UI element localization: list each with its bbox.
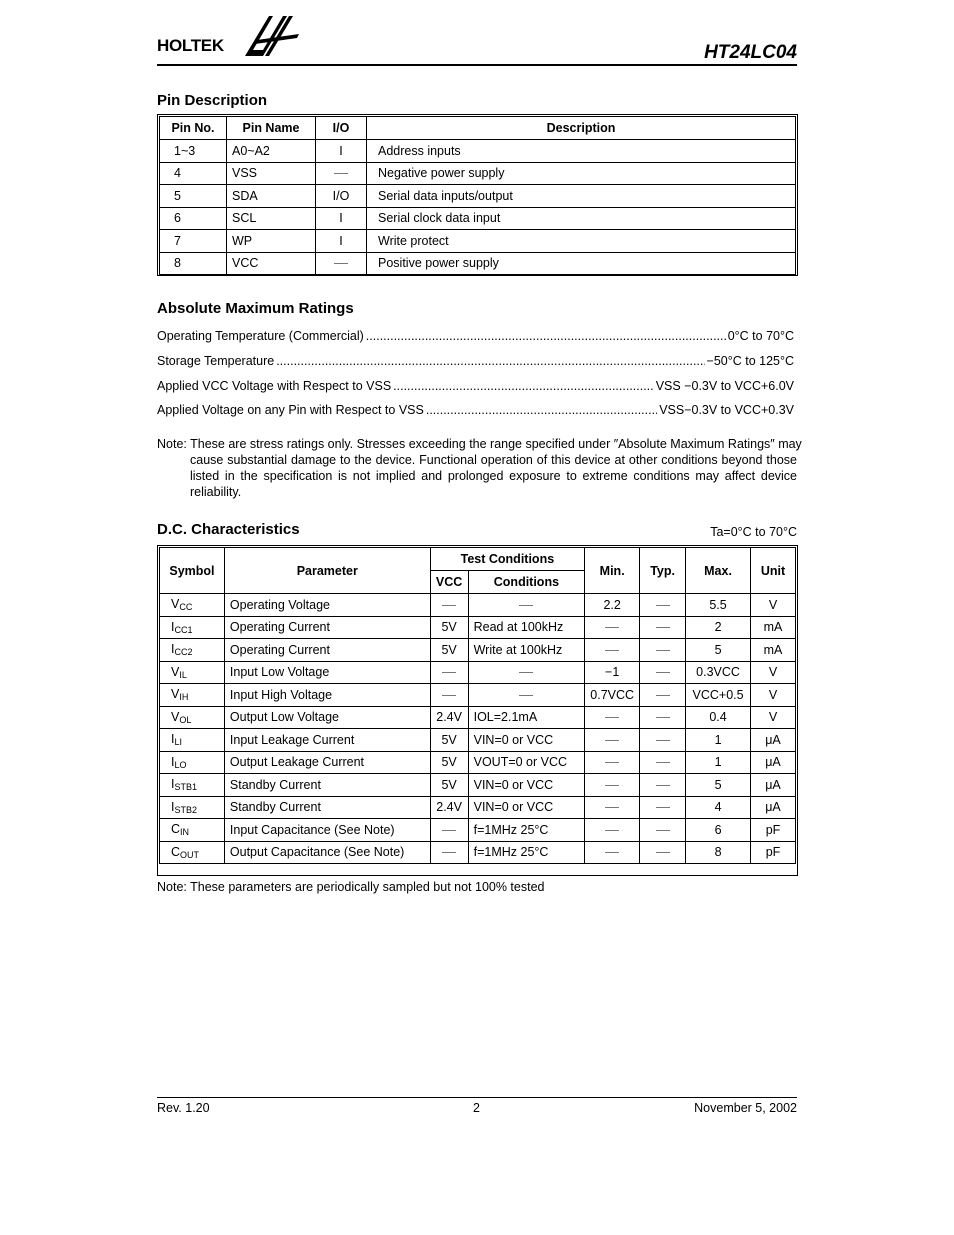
vcc-cell: 5V (430, 616, 468, 639)
table-row (160, 819, 796, 842)
table-row (160, 616, 796, 639)
table-cell: Write protect (367, 230, 796, 253)
table-cell: I/O (316, 185, 367, 208)
rating-value: VSS −0.3V to VCC+6.0V (655, 379, 794, 393)
col-header: I/O (316, 117, 367, 140)
min-cell (585, 639, 640, 662)
rating-label: Storage Temperature (157, 354, 275, 368)
table-cell: Serial data inputs/output (367, 185, 796, 208)
table-row (160, 841, 796, 864)
dash-placeholder (656, 852, 670, 853)
table-cell: Address inputs (367, 140, 796, 163)
symbol-cell (160, 594, 225, 617)
table-cell: Positive power supply (367, 252, 796, 275)
parameter-cell: Standby Current (224, 796, 430, 819)
symbol-letter: I (171, 799, 175, 814)
dash-placeholder (605, 740, 619, 741)
dash-placeholder (442, 605, 456, 606)
symbol-subscript: IL (179, 669, 187, 680)
unit-cell: μA (751, 796, 796, 819)
holtek-logo-mark-icon (243, 12, 301, 60)
unit-cell: V (751, 661, 796, 684)
table-cell: 5 (160, 185, 227, 208)
conditions-cell (468, 594, 585, 617)
parameter-cell: Input Low Voltage (224, 661, 430, 684)
col-header: VCC (430, 571, 468, 594)
dc-note: Note: These parameters are periodically sampled but not 100% tested (157, 880, 545, 894)
dash-placeholder (656, 785, 670, 786)
parameter-cell: Output Capacitance (See Note) (224, 841, 430, 864)
table-cell: 1~3 (160, 140, 227, 163)
typ-cell (640, 819, 686, 842)
table-cell: WP (227, 230, 316, 253)
dash-placeholder (656, 762, 670, 763)
table-cell: 8 (160, 252, 227, 275)
symbol-cell (160, 774, 225, 797)
symbol-subscript: LI (174, 737, 182, 748)
parameter-cell: Input Leakage Current (224, 729, 430, 752)
dash-placeholder (605, 717, 619, 718)
symbol-cell (160, 639, 225, 662)
dash-placeholder (605, 830, 619, 831)
rating-value: −50°C to 125°C (706, 354, 794, 368)
unit-cell: pF (751, 841, 796, 864)
col-header: Min. (585, 548, 640, 594)
symbol-letter: I (171, 732, 175, 747)
vcc-cell: 5V (430, 639, 468, 662)
col-header: Symbol (160, 548, 225, 594)
table-cell: 6 (160, 207, 227, 230)
table-row (160, 729, 796, 752)
min-cell (585, 751, 640, 774)
table-cell: 4 (160, 162, 227, 185)
leader-dots (366, 329, 726, 343)
rating-row (157, 403, 794, 417)
rating-row (157, 379, 794, 393)
symbol-subscript: OL (179, 714, 192, 725)
dash-placeholder (656, 605, 670, 606)
dash-placeholder (656, 740, 670, 741)
max-cell: 0.4 (686, 706, 751, 729)
symbol-cell (160, 616, 225, 639)
ratings-note-first-line: Note: These are stress ratings only. Stresses exceeding the range specified under ″Absolute Maximum Ratings″ may (157, 437, 802, 451)
parameter-cell: Input Capacitance (See Note) (224, 819, 430, 842)
symbol-cell (160, 684, 225, 707)
typ-cell (640, 684, 686, 707)
typ-cell (640, 729, 686, 752)
leader-dots (393, 379, 654, 393)
parameter-cell: Output Low Voltage (224, 706, 430, 729)
dash-placeholder (656, 672, 670, 673)
conditions-cell: VIN=0 or VCC (468, 729, 585, 752)
typ-cell (640, 841, 686, 864)
typ-cell (640, 751, 686, 774)
symbol-subscript: IH (179, 692, 189, 703)
table-row (160, 230, 796, 253)
dash-placeholder (442, 695, 456, 696)
rating-row (157, 329, 794, 343)
vcc-cell: 5V (430, 729, 468, 752)
typ-cell (640, 706, 686, 729)
col-header: Conditions (468, 571, 585, 594)
col-header: Test Conditions (430, 548, 585, 571)
conditions-cell: VIN=0 or VCC (468, 796, 585, 819)
vcc-cell: 5V (430, 774, 468, 797)
min-cell: 0.7VCC (585, 684, 640, 707)
symbol-letter: V (171, 597, 180, 612)
vcc-cell: 2.4V (430, 706, 468, 729)
dash-placeholder (656, 627, 670, 628)
parameter-cell: Operating Current (224, 639, 430, 662)
parameter-cell: Standby Current (224, 774, 430, 797)
symbol-letter: C (171, 844, 181, 859)
symbol-subscript: IN (180, 827, 190, 838)
dash-placeholder (656, 650, 670, 651)
symbol-cell (160, 729, 225, 752)
symbol-cell (160, 796, 225, 819)
dash-placeholder (519, 605, 533, 606)
max-cell: 5 (686, 639, 751, 662)
typ-cell (640, 594, 686, 617)
symbol-subscript: CC1 (174, 624, 193, 635)
min-cell: −1 (585, 661, 640, 684)
page-header (157, 12, 797, 66)
dash-placeholder (334, 173, 348, 174)
symbol-cell (160, 751, 225, 774)
conditions-cell: f=1MHz 25°C (468, 841, 585, 864)
parameter-cell: Input High Voltage (224, 684, 430, 707)
dash-placeholder (334, 263, 348, 264)
dash-placeholder (442, 672, 456, 673)
min-cell (585, 796, 640, 819)
typ-cell (640, 616, 686, 639)
leader-dots (426, 403, 657, 417)
col-header: Description (367, 117, 796, 140)
symbol-letter: V (171, 709, 180, 724)
vcc-cell: 5V (430, 751, 468, 774)
release-date: November 5, 2002 (694, 1101, 797, 1115)
typ-cell (640, 774, 686, 797)
dash-placeholder (605, 807, 619, 808)
table-row (160, 774, 796, 797)
col-header: Typ. (640, 548, 686, 594)
max-cell: 5.5 (686, 594, 751, 617)
table-cell: I (316, 230, 367, 253)
rating-label: Applied VCC Voltage with Respect to VSS (157, 379, 392, 393)
symbol-cell (160, 661, 225, 684)
symbol-cell (160, 819, 225, 842)
dash-placeholder (519, 672, 533, 673)
dash-placeholder (605, 627, 619, 628)
table-cell (316, 252, 367, 275)
max-cell: 1 (686, 751, 751, 774)
dash-placeholder (656, 830, 670, 831)
symbol-subscript: CC2 (174, 647, 193, 658)
max-cell: 5 (686, 774, 751, 797)
document-title: HT24LC04 (704, 42, 797, 63)
dash-placeholder (442, 852, 456, 853)
unit-cell: V (751, 684, 796, 707)
min-cell (585, 729, 640, 752)
dash-placeholder (656, 717, 670, 718)
symbol-subscript: STB1 (174, 782, 197, 793)
unit-cell: μA (751, 774, 796, 797)
dash-placeholder (605, 650, 619, 651)
dash-placeholder (442, 830, 456, 831)
ratings-note (157, 436, 802, 500)
symbol-subscript: OUT (180, 849, 200, 860)
symbol-cell (160, 841, 225, 864)
col-header: Max. (686, 548, 751, 594)
max-cell: VCC+0.5 (686, 684, 751, 707)
rating-value: 0°C to 70°C (727, 329, 794, 343)
table-row (160, 751, 796, 774)
conditions-cell: VOUT=0 or VCC (468, 751, 585, 774)
vcc-cell (430, 841, 468, 864)
page-number: 2 (473, 1101, 480, 1115)
unit-cell: mA (751, 616, 796, 639)
company-logo: HOLTEK (157, 36, 224, 55)
table-row (160, 684, 796, 707)
max-cell: 6 (686, 819, 751, 842)
table-cell: I (316, 207, 367, 230)
symbol-subscript: STB2 (174, 804, 197, 815)
symbol-letter: I (171, 754, 175, 769)
rating-label: Operating Temperature (Commercial) (157, 329, 364, 343)
col-header: Parameter (224, 548, 430, 594)
min-cell (585, 819, 640, 842)
typ-cell (640, 796, 686, 819)
dash-placeholder (605, 762, 619, 763)
max-cell: 1 (686, 729, 751, 752)
symbol-subscript: CC (179, 602, 193, 613)
ratings-note-body: cause substantial damage to the device. Functional operation of this device at other conditions beyond those listed in the specification is not implied and prolonged exposure to extreme conditions may affect device reliability. (190, 453, 797, 499)
min-cell (585, 706, 640, 729)
table-row (160, 796, 796, 819)
col-header: Unit (751, 548, 796, 594)
table-cell: SCL (227, 207, 316, 230)
symbol-letter: I (171, 642, 175, 657)
col-header: Pin No. (160, 117, 227, 140)
conditions-cell: IOL=2.1mA (468, 706, 585, 729)
table-row (160, 140, 796, 163)
table-cell: VSS (227, 162, 316, 185)
parameter-cell: Operating Current (224, 616, 430, 639)
unit-cell: V (751, 706, 796, 729)
unit-cell: μA (751, 729, 796, 752)
max-cell: 4 (686, 796, 751, 819)
symbol-letter: C (171, 822, 181, 837)
table-cell: A0~A2 (227, 140, 316, 163)
table-cell: 7 (160, 230, 227, 253)
typ-cell (640, 639, 686, 662)
dc-condition: Ta=0°C to 70°C (710, 525, 797, 539)
table-row (160, 185, 796, 208)
pin-description-table (159, 116, 796, 275)
vcc-cell (430, 684, 468, 707)
min-cell: 2.2 (585, 594, 640, 617)
leader-dots (276, 354, 704, 368)
symbol-subscript: LO (174, 759, 187, 770)
table-row (160, 594, 796, 617)
conditions-cell: f=1MHz 25°C (468, 819, 585, 842)
vcc-cell (430, 819, 468, 842)
typ-cell (640, 661, 686, 684)
rating-value: VSS−0.3V to VCC+0.3V (659, 403, 794, 417)
table-row (160, 639, 796, 662)
unit-cell: pF (751, 819, 796, 842)
abs-max-ratings-title: Absolute Maximum Ratings (157, 300, 354, 317)
conditions-cell: Read at 100kHz (468, 616, 585, 639)
unit-cell: V (751, 594, 796, 617)
table-cell: I (316, 140, 367, 163)
parameter-cell: Operating Voltage (224, 594, 430, 617)
unit-cell: mA (751, 639, 796, 662)
symbol-letter: I (171, 777, 175, 792)
max-cell: 2 (686, 616, 751, 639)
symbol-letter: V (171, 664, 180, 679)
conditions-cell (468, 661, 585, 684)
dash-placeholder (605, 785, 619, 786)
symbol-letter: V (171, 687, 180, 702)
dc-characteristics-title: D.C. Characteristics (157, 521, 300, 538)
max-cell: 0.3VCC (686, 661, 751, 684)
table-row (160, 661, 796, 684)
table-cell: SDA (227, 185, 316, 208)
table-row (160, 252, 796, 275)
symbol-cell (160, 706, 225, 729)
dash-placeholder (656, 807, 670, 808)
table-row (160, 706, 796, 729)
revision: Rev. 1.20 (157, 1101, 210, 1115)
vcc-cell (430, 594, 468, 617)
pin-description-title: Pin Description (157, 92, 268, 109)
rating-label: Applied Voltage on any Pin with Respect to VSS (157, 403, 424, 417)
dash-placeholder (656, 695, 670, 696)
dash-placeholder (605, 852, 619, 853)
min-cell (585, 841, 640, 864)
table-cell: Serial clock data input (367, 207, 796, 230)
table-row (160, 162, 796, 185)
table-row (160, 207, 796, 230)
max-cell: 8 (686, 841, 751, 864)
table-cell: VCC (227, 252, 316, 275)
symbol-letter: I (171, 619, 175, 634)
parameter-cell: Output Leakage Current (224, 751, 430, 774)
conditions-cell (468, 684, 585, 707)
vcc-cell: 2.4V (430, 796, 468, 819)
min-cell (585, 774, 640, 797)
unit-cell: μA (751, 751, 796, 774)
table-cell: Negative power supply (367, 162, 796, 185)
dash-placeholder (519, 695, 533, 696)
page-footer (157, 1097, 797, 1115)
vcc-cell (430, 661, 468, 684)
conditions-cell: Write at 100kHz (468, 639, 585, 662)
min-cell (585, 616, 640, 639)
dc-characteristics-table (159, 547, 796, 864)
rating-row (157, 354, 794, 368)
table-cell (316, 162, 367, 185)
col-header: Pin Name (227, 117, 316, 140)
conditions-cell: VIN=0 or VCC (468, 774, 585, 797)
